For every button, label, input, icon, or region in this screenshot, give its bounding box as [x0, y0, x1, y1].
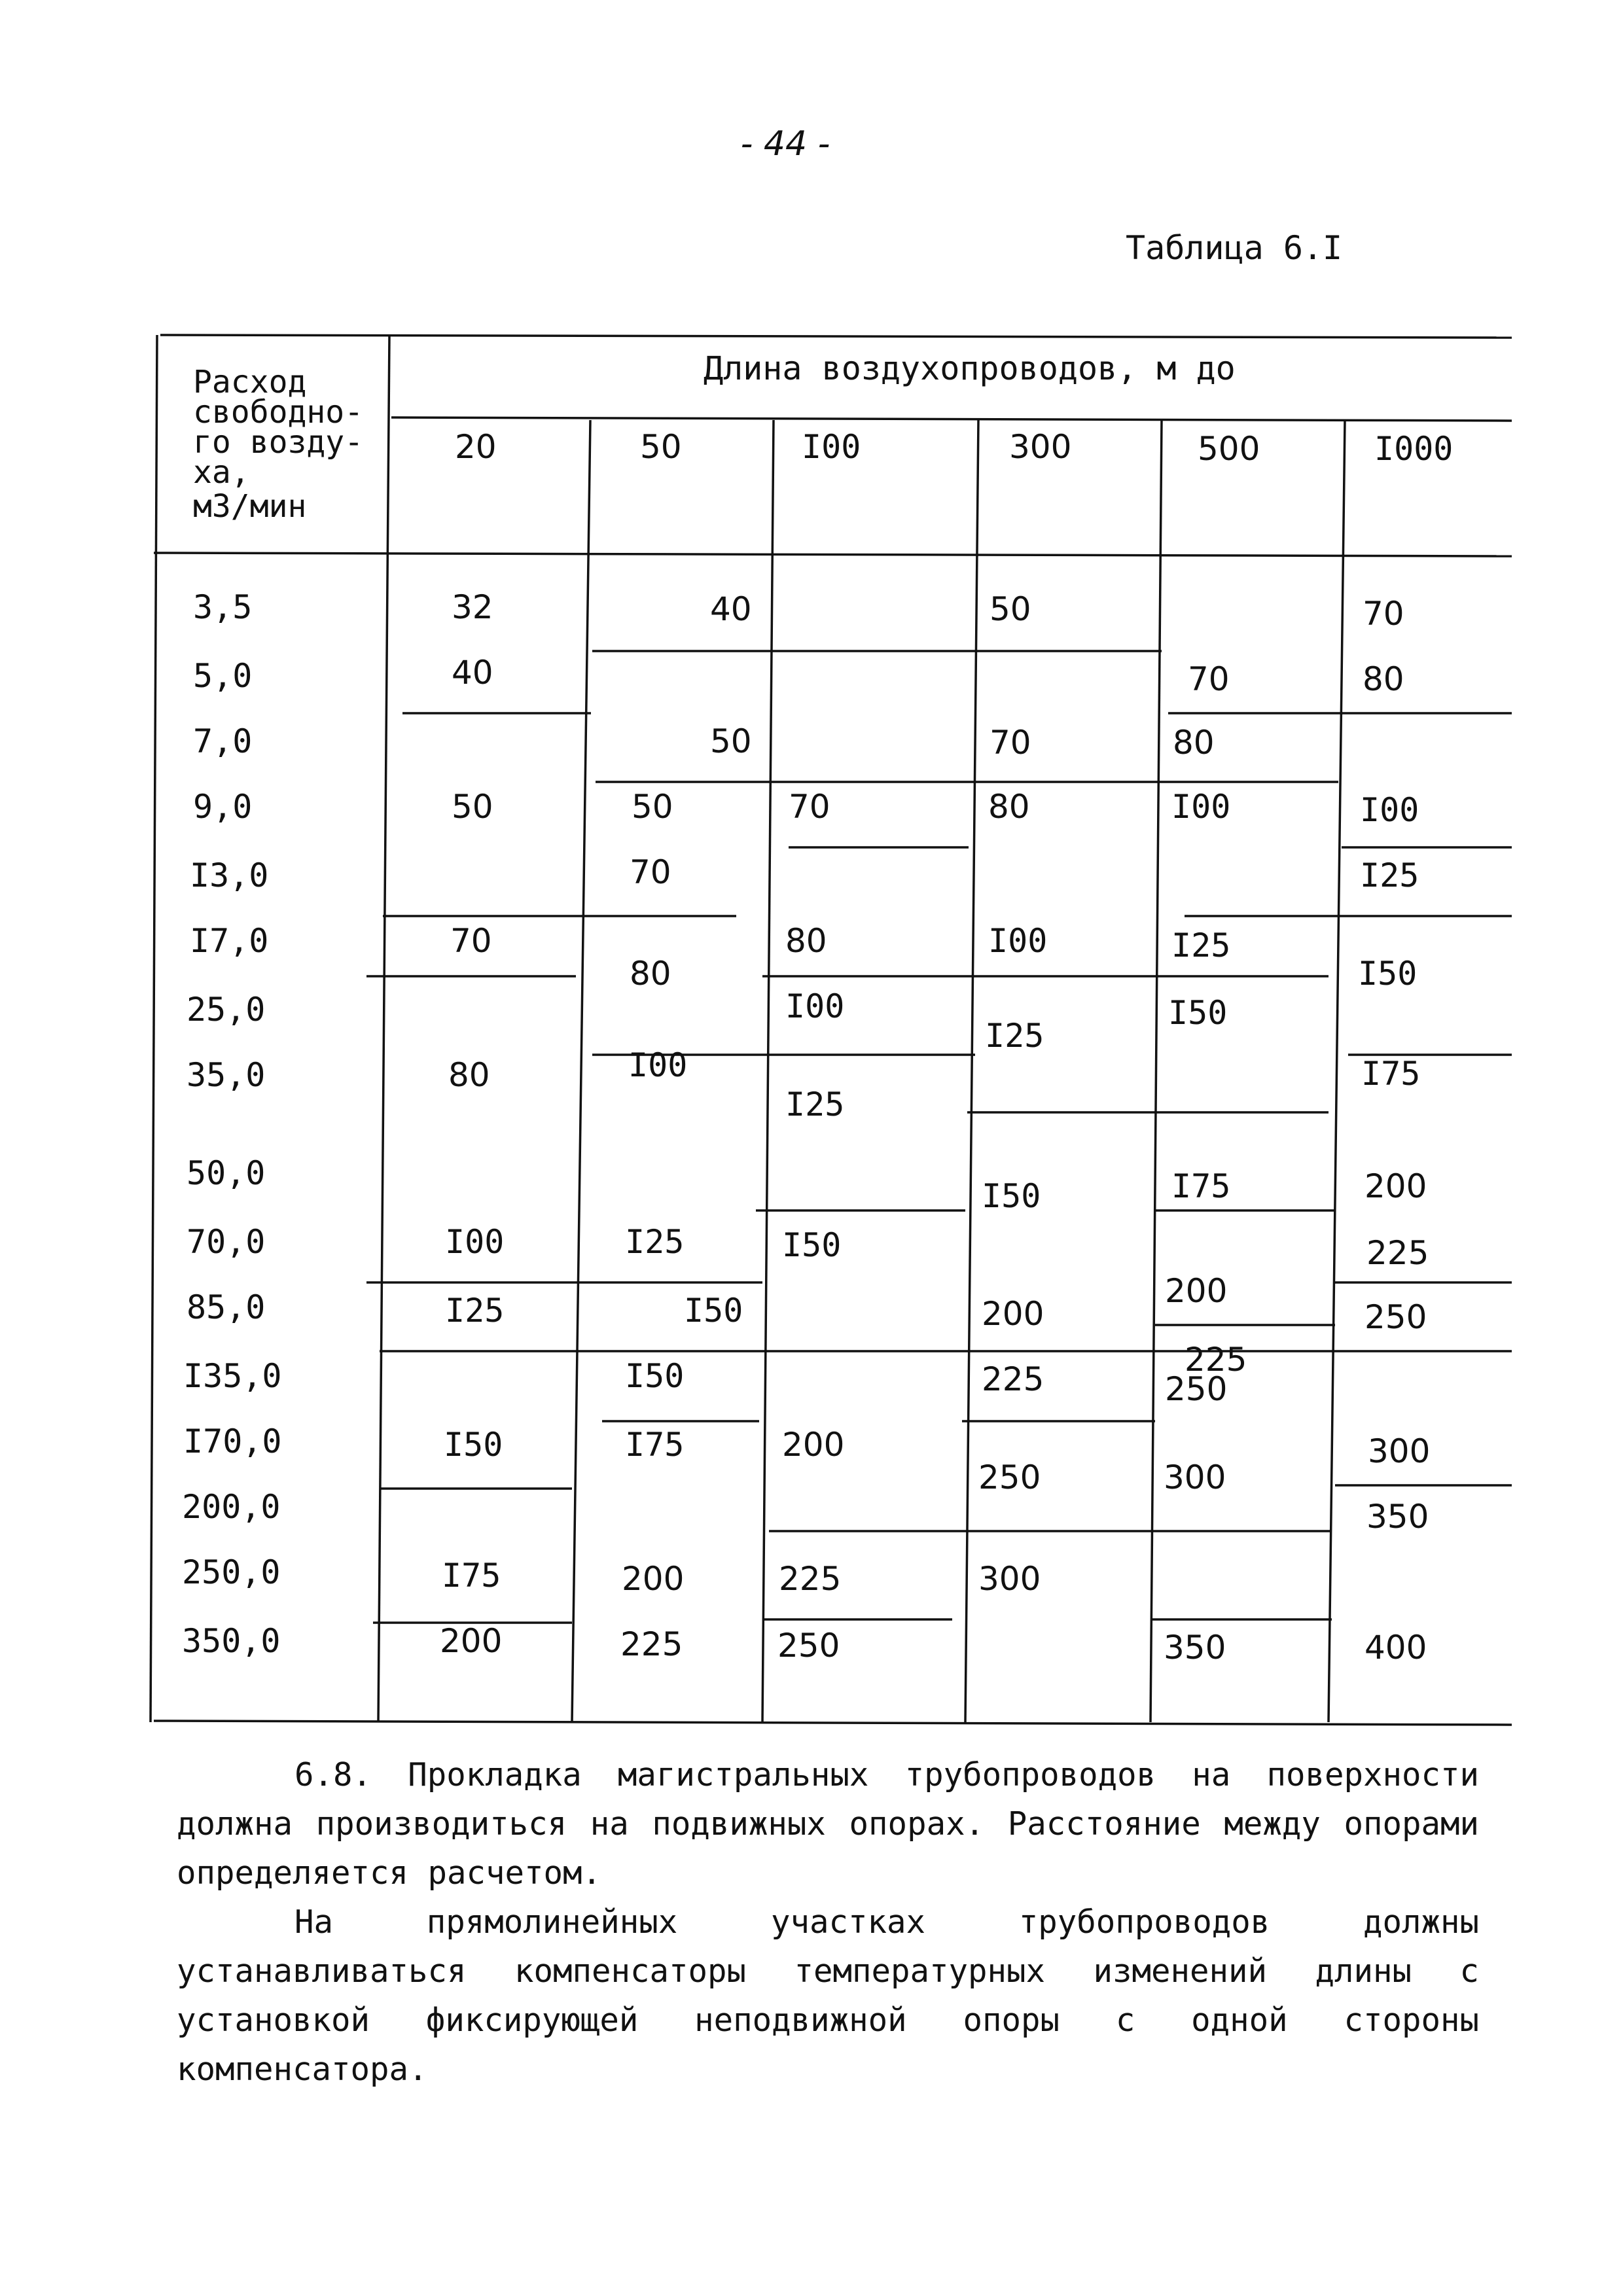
cell-value: I50 [982, 1177, 1041, 1215]
flow-rate: 35,0 [187, 1056, 266, 1094]
cell-value: 70 [990, 724, 1031, 762]
column-divider-100 [762, 420, 774, 1722]
cell-value: 70 [630, 853, 671, 891]
cell-value: I00 [1171, 788, 1231, 826]
flow-rate: 50,0 [187, 1154, 266, 1192]
table-left-border [151, 335, 157, 1722]
table-caption: Таблица 6.I [1126, 229, 1343, 267]
cell-value: I00 [988, 922, 1048, 960]
row-header-divider [378, 335, 389, 1722]
flow-rate: 5,0 [193, 657, 253, 695]
flow-rate: I35,0 [183, 1357, 282, 1395]
cell-value: 250 [978, 1458, 1041, 1496]
cell-value: I75 [625, 1426, 685, 1464]
cell-value: I25 [1360, 857, 1419, 894]
cell-value: 300 [1368, 1432, 1431, 1470]
row-header-line: м3/мин [193, 488, 307, 525]
column-header-100: I00 [802, 428, 861, 466]
cell-value: 50 [710, 722, 752, 760]
length-header: Длина воздухопроводов, м до [704, 349, 1236, 387]
column-divider-50 [572, 420, 590, 1722]
cell-value: 300 [978, 1560, 1041, 1598]
cell-value: 225 [779, 1560, 842, 1598]
cell-value: 70 [789, 788, 830, 826]
cell-value: I00 [1360, 791, 1419, 829]
column-divider-1000 [1329, 420, 1345, 1722]
cell-value: 250 [777, 1627, 840, 1665]
paragraph-6-8: 6.8. Прокладка магистральных трубопроводов на поверхности должна производиться на подвижных опорах. Расстояние между опорами определяется расчетом. [177, 1756, 1479, 1892]
cell-value: 70 [1188, 660, 1230, 698]
page-number: - 44 - [740, 124, 830, 164]
cell-value: 80 [1363, 660, 1404, 698]
row-header-line: го возду- [193, 424, 364, 461]
cell-value: 350 [1366, 1498, 1429, 1536]
row-header-line: Расход [193, 364, 307, 400]
cell-value: 32 [452, 588, 493, 626]
header-bottom-border [154, 553, 1512, 556]
cell-value: I50 [684, 1292, 743, 1330]
column-divider-500 [1150, 420, 1162, 1722]
cell-value: 80 [630, 955, 671, 993]
flow-rate: 85,0 [187, 1288, 266, 1326]
paragraph-compensators: На прямолинейных участках трубопроводов должны устанавливаться компенсаторы температурных изменений длины с установкой фиксирующей неподвижной опоры с одной стороны компенсатора. [177, 1903, 1479, 2088]
cell-value: 80 [988, 788, 1030, 826]
cell-value: 200 [982, 1295, 1044, 1333]
column-header-50: 50 [640, 428, 682, 466]
cell-value: 40 [452, 654, 493, 692]
flow-rate: 250,0 [182, 1553, 281, 1591]
column-header-20: 20 [455, 428, 497, 466]
cell-value: I25 [445, 1292, 505, 1330]
cell-value: I00 [628, 1046, 688, 1084]
cell-value: I75 [1171, 1167, 1231, 1205]
cell-value: 200 [1165, 1272, 1228, 1310]
flow-rate: 350,0 [182, 1622, 281, 1660]
flow-rate: I70,0 [183, 1422, 282, 1460]
row-header-line: ха, [193, 454, 250, 491]
cell-value: 225 [1185, 1341, 1247, 1379]
cell-value: I50 [444, 1426, 503, 1464]
cell-value: 80 [1173, 724, 1215, 762]
cell-value: 350 [1164, 1629, 1226, 1667]
flow-rate: 25,0 [187, 991, 266, 1029]
cell-value: I75 [442, 1557, 501, 1595]
cell-value: 50 [990, 590, 1031, 628]
flow-rate: 7,0 [193, 722, 253, 760]
flow-rate: 3,5 [193, 588, 253, 626]
cell-value: I00 [445, 1223, 505, 1261]
cell-value: 225 [620, 1625, 683, 1663]
cell-value: I50 [782, 1226, 842, 1264]
flow-rate: I3,0 [190, 857, 269, 894]
cell-value: I50 [1358, 955, 1418, 993]
table-bottom-border [154, 1721, 1512, 1725]
flow-rate: 9,0 [193, 788, 253, 826]
flow-rate: 200,0 [182, 1488, 281, 1526]
cell-value: I25 [625, 1223, 685, 1261]
cell-value: I25 [1171, 927, 1231, 964]
row-header-line: свободно- [193, 394, 364, 431]
column-divider-300 [965, 420, 978, 1722]
cell-value: 80 [785, 922, 827, 960]
body-text [177, 1750, 1479, 2094]
cell-value: 80 [448, 1056, 490, 1094]
cell-value: 70 [1363, 595, 1404, 633]
cell-value: I00 [785, 987, 845, 1025]
length-header-divider [391, 417, 1512, 421]
cell-value: 200 [782, 1426, 845, 1464]
cell-value: 225 [1366, 1234, 1429, 1272]
table-top-border [160, 335, 1512, 338]
cell-value: 70 [450, 922, 492, 960]
column-header-500: 500 [1198, 430, 1260, 468]
cell-value: 225 [982, 1360, 1044, 1398]
cell-value: 300 [1164, 1458, 1226, 1496]
flow-rate: I7,0 [190, 922, 269, 960]
column-header-300: 300 [1009, 428, 1072, 466]
cell-value: I25 [985, 1017, 1044, 1055]
cell-value: 200 [1364, 1167, 1427, 1205]
column-header-1000: I000 [1374, 430, 1454, 468]
cell-value: I50 [625, 1357, 685, 1395]
cell-value: 250 [1165, 1370, 1228, 1408]
cell-value: 400 [1364, 1629, 1427, 1667]
cell-value: I25 [785, 1086, 845, 1123]
cell-value: 200 [622, 1560, 685, 1598]
cell-value: I50 [1168, 994, 1228, 1032]
cell-value: 200 [440, 1622, 503, 1660]
cell-value: 50 [452, 788, 493, 826]
cell-value: 50 [632, 788, 673, 826]
cell-value: I75 [1361, 1055, 1421, 1093]
flow-rate: 70,0 [187, 1223, 266, 1261]
cell-value: 40 [710, 590, 752, 628]
cell-value: 250 [1364, 1298, 1427, 1336]
